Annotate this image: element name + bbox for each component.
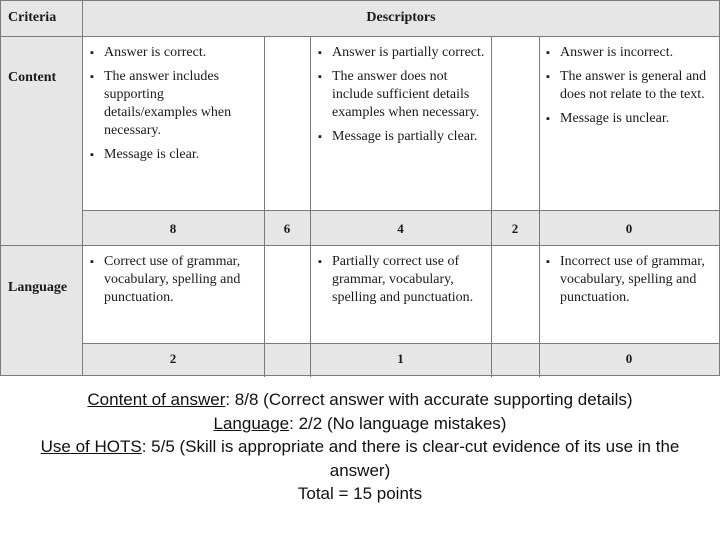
criteria-header: Criteria [8,10,57,25]
descriptor-item: ▪ Incorrect use of grammar, vocabulary, spelling and punctuation. [546,253,706,307]
descriptor-item: ▪ Answer is partially correct. [318,44,488,62]
content-score-4: 4 [397,221,404,236]
language-score-2: 2 [169,351,177,366]
content-descriptors-high [90,44,260,170]
grid-line [82,343,720,344]
language-score-0: 0 [625,351,633,366]
content-descriptors-low [546,44,716,134]
summary-content-line [0,388,720,412]
language-score-1: 1 [397,351,404,366]
grid-line [82,0,83,376]
grid-line [310,36,311,377]
summary-hots-line [0,435,720,482]
summary-total: Total = 15 points [297,484,423,503]
grid-line [0,0,1,376]
grid-line [0,0,720,1]
content-score-2: 2 [511,221,519,236]
grid-line [0,375,720,376]
criterion-content: Content [8,70,57,85]
descriptor-item: ▪ Answer is incorrect. [546,44,716,62]
grid-line [0,36,720,37]
descriptor-item: ▪ Message is clear. [90,146,260,164]
descriptor-item: ▪ Partially correct use of grammar, vocabulary, spelling and punctuation. [318,253,488,307]
language-descriptors-low [546,253,706,313]
descriptor-item: ▪ Message is unclear. [546,110,716,128]
score-summary [0,388,720,506]
content-score-8: 8 [169,221,177,236]
descriptor-item: ▪ Answer is correct. [90,44,260,62]
descriptor-item: ▪ Message is partially clear. [318,128,488,146]
summary-content-text: : 8/8 (Correct answer with accurate supporting details) [225,390,633,409]
grid-line [82,210,720,211]
grid-line [0,245,720,246]
criteria-column-shade [0,0,82,376]
descriptor-item: ▪ The answer includes supporting details/examples when necessary. [90,68,260,140]
content-score-6: 6 [283,221,291,236]
summary-hots-label: Use of HOTS [40,437,142,456]
descriptors-header: Descriptors [366,10,436,25]
grid-line [264,36,265,377]
language-descriptors-high [90,253,260,313]
summary-language-label: Language [213,413,290,433]
summary-language-text: : 2/2 (No language mistakes) [289,413,507,433]
descriptor-item: ▪ The answer does not include sufficient details examples when necessary. [318,68,488,122]
summary-content-label: Content of answer [87,390,226,409]
grid-line [539,36,540,377]
content-descriptors-mid [318,44,488,152]
summary-language-line [0,412,720,436]
criterion-language: Language [8,280,68,295]
language-descriptors-mid [318,253,488,313]
descriptor-item: ▪ Correct use of grammar, vocabulary, spelling and punctuation. [90,253,260,307]
descriptor-item: ▪ The answer is general and does not relate to the text. [546,68,716,104]
grid-line [491,36,492,377]
summary-hots-text: : 5/5 (Skill is appropriate and there is clear-cut evidence of its use in the answer) [141,437,680,480]
content-score-0: 0 [625,221,633,236]
